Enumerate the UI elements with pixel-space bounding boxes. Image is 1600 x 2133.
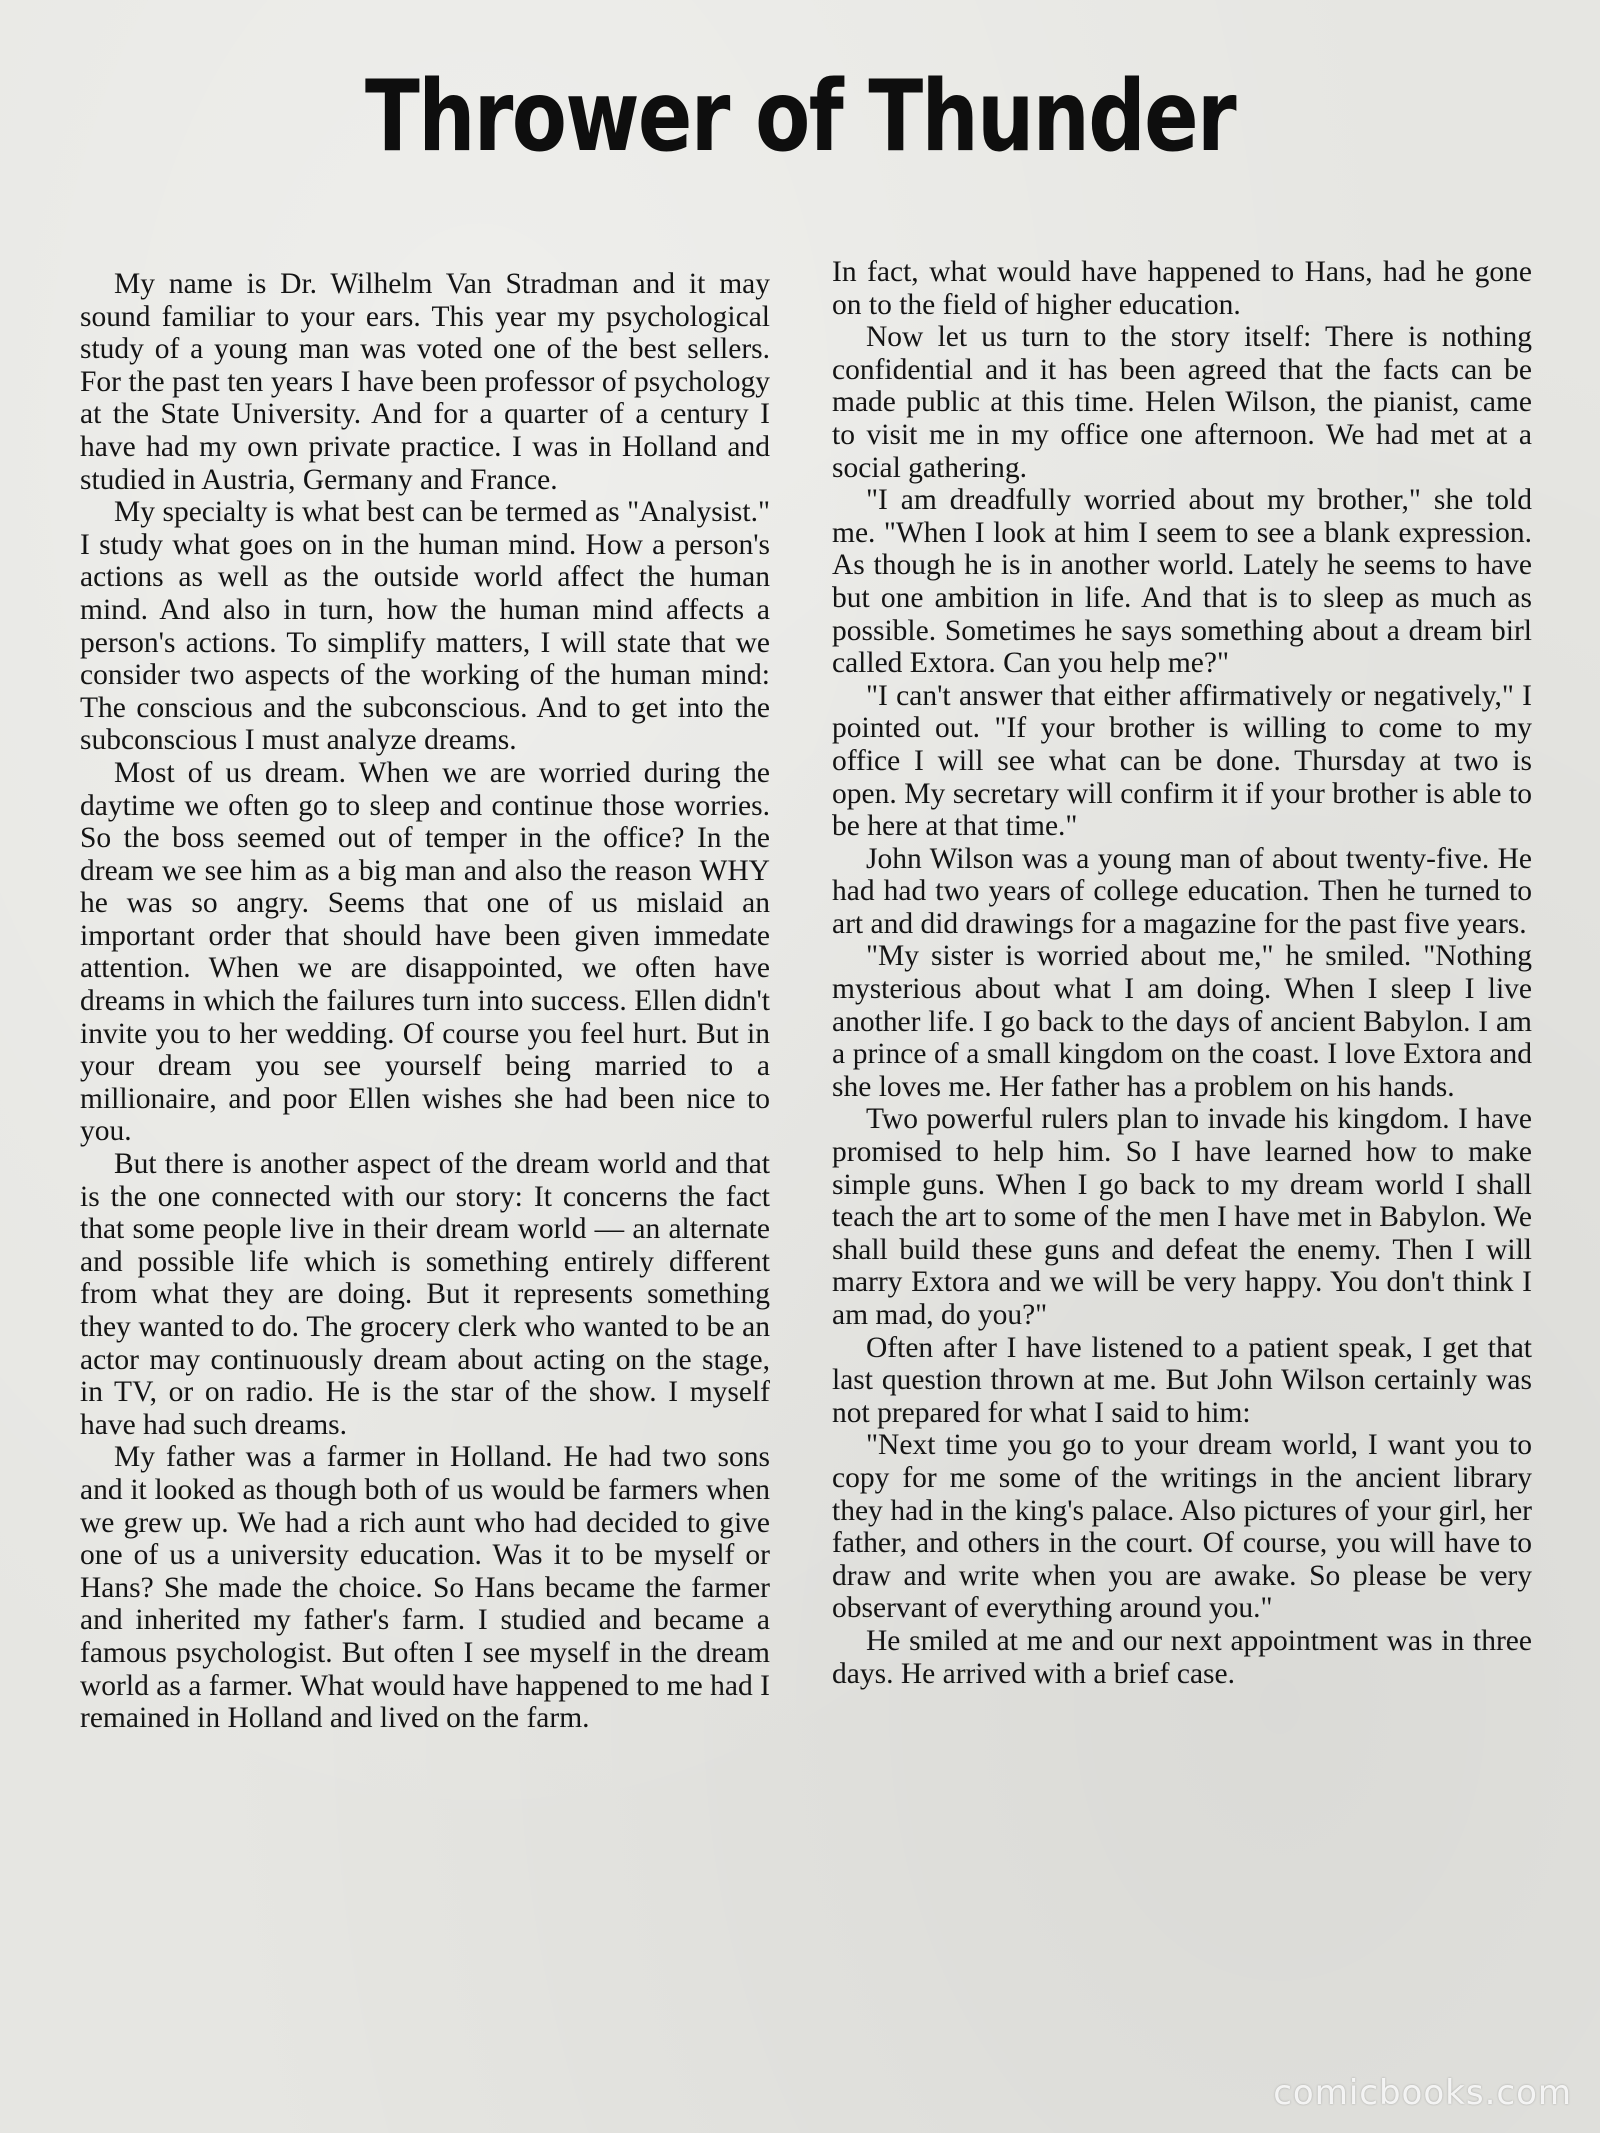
paragraph: Now let us turn to the story itself: There is nothing confidential and it has been agreed that the facts can be made public at this time. Helen Wilson, the pianist, came to visit me in my office one afternoon. We had met at a social gathering.	[832, 321, 1532, 484]
article-title: Thrower of Thunder	[365, 60, 1235, 174]
paragraph: John Wilson was a young man of about twenty-five. He had had two years of college education. Then he turned to art and did drawings for a magazine for the past five years.	[832, 842, 1532, 940]
paragraph: My father was a farmer in Holland. He had two sons and it looked as though both of us would be farmers when we grew up. We had a rich aunt who had decided to give one of us a university education. Was it to be myself or Hans? She made the choice. So Hans became the farmer and inherited my father's farm. I studied and became a famous psychologist. But often I see myself in the dream world as a farmer. What would have happened to me had I remained in Holland and lived on the farm.	[80, 1441, 770, 1735]
paragraph: "I am dreadfully worried about my brother," she told me. "When I look at him I seem to see a blank expression. As though he is in another world. Lately he seems to have but one ambition in life. And that is to sleep as much as possible. Sometimes he says something about a dream birl called Extora. Can you help me?"	[832, 484, 1532, 680]
paragraph: My specialty is what best can be termed as "Analysist." I study what goes on in the human mind. How a person's actions as well as the outside world affect the human mind. And also in turn, how the human mind affects a person's actions. To simplify matters, I will state that we consider two aspects of the working of the human mind: The conscious and the subconscious. And to get into the subconscious I must analyze dreams.	[80, 496, 770, 757]
paragraph: Most of us dream. When we are worried during the daytime we often go to sleep and continue those worries. So the boss seemed out of temper in the office? In the dream we see him as a big man and also the reason WHY he was so angry. Seems that one of us mislaid an important order that should have been given immedate attention. When we are disappointed, we often have dreams in which the failures turn into success. Ellen didn't invite you to her wedding. Of course you feel hurt. But in your dream you see yourself being married to a millionaire, and poor Ellen wishes she had been nice to you.	[80, 756, 770, 1148]
paragraph: My name is Dr. Wilhelm Van Stradman and it may sound familiar to your ears. This year my psychological study of a young man was voted one of the best sellers. For the past ten years I have been professor of psychology at the State University. And for a quarter of a century I have had my own private practice. I was in Holland and studied in Austria, Germany and France.	[80, 268, 770, 496]
paragraph: "Next time you go to your dream world, I want you to copy for me some of the writings in the ancient library they had in the king's palace. Also pictures of your girl, her father, and others in the court. Of course, you will have to draw and write when you are awake. So please be very observant of everything around you."	[832, 1429, 1532, 1625]
paragraph: "My sister is worried about me," he smiled. "Nothing mysterious about what I am doing. When I sleep I live another life. I go back to the days of ancient Babylon. I am a prince of a small kingdom on the coast. I love Extora and she loves me. Her father has a problem on his hands.	[832, 940, 1532, 1103]
paragraph: But there is another aspect of the dream world and that is the one connected with our story: It concerns the fact that some people live in their dream world — an alternate and possible life which is something entirely different from what they are doing. But it represents something they wanted to do. The grocery clerk who wanted to be an actor may continuously dream about acting on the stage, in TV, or on radio. He is the star of the show. I myself have had such dreams.	[80, 1148, 770, 1441]
left-column	[80, 268, 770, 1735]
paragraph: In fact, what would have happened to Hans, had he gone on to the field of higher education.	[832, 256, 1532, 321]
paragraph: "I can't answer that either affirmatively or negatively," I pointed out. "If your brother is willing to come to my office I will see what can be done. Thursday at two is open. My secretary will confirm it if your brother is able to be here at that time."	[832, 679, 1532, 843]
paragraph: Two powerful rulers plan to invade his kingdom. I have promised to help him. So I have learned how to make simple guns. When I go back to my dream world I shall teach the art to some of the men I have met in Babylon. We shall build these guns and defeat the enemy. Then I will marry Extora and we will be very happy. You don't think I am mad, do you?"	[832, 1103, 1532, 1331]
right-column	[832, 256, 1532, 1690]
paragraph: Often after I have listened to a patient speak, I get that last question thrown at me. But John Wilson certainly was not prepared for what I said to him:	[832, 1331, 1532, 1429]
site-watermark: comicbooks.com	[1273, 2073, 1572, 2113]
paragraph: He smiled at me and our next appointment was in three days. He arrived with a brief case.	[832, 1624, 1532, 1690]
